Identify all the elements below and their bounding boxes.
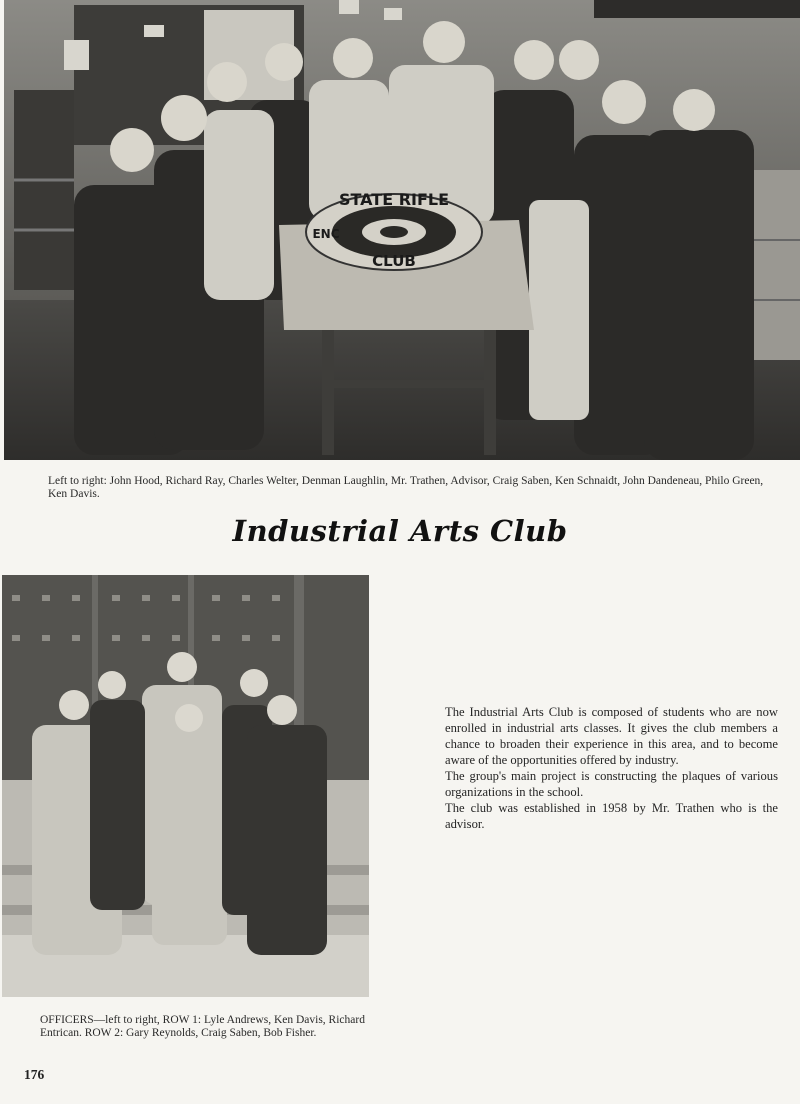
- group-photo-illustration: [4, 0, 800, 460]
- group-photo: [4, 0, 800, 460]
- plaque-label-bottom: CLUB: [372, 252, 416, 270]
- description-paragraph: The Industrial Arts Club is composed of students who are now enrolled in industrial arts classes. It gives the club members a chance to broaden their experience in this area, and to become aware of the opportunities offered by industry.: [445, 705, 778, 767]
- plaque-label-top: STATE RIFLE: [338, 190, 450, 209]
- officers-photo-caption: OFFICERS—left to right, ROW 1: Lyle Andrews, Ken Davis, Richard Entrican. ROW 2: Gary Reynolds, Craig Saben, Bob Fisher.: [40, 1014, 365, 1039]
- description-paragraph: The group's main project is constructing the plaques of various organizations in the school.: [445, 769, 778, 799]
- page-title: Industrial Arts Club: [232, 514, 568, 548]
- officers-photo: [2, 575, 369, 997]
- group-photo-caption: Left to right: John Hood, Richard Ray, Charles Welter, Denman Laughlin, Mr. Trathen, Advisor, Craig Saben, Ken Schnaidt, John Dandeneau, Philo Green, Ken Davis.: [48, 475, 764, 500]
- description-paragraph: The club was established in 1958 by Mr. Trathen who is the advisor.: [445, 801, 778, 831]
- club-description: [445, 704, 778, 832]
- plaque-label-side: ENC: [312, 227, 340, 241]
- page-number: 176: [24, 1067, 45, 1082]
- officers-photo-illustration: [2, 575, 369, 997]
